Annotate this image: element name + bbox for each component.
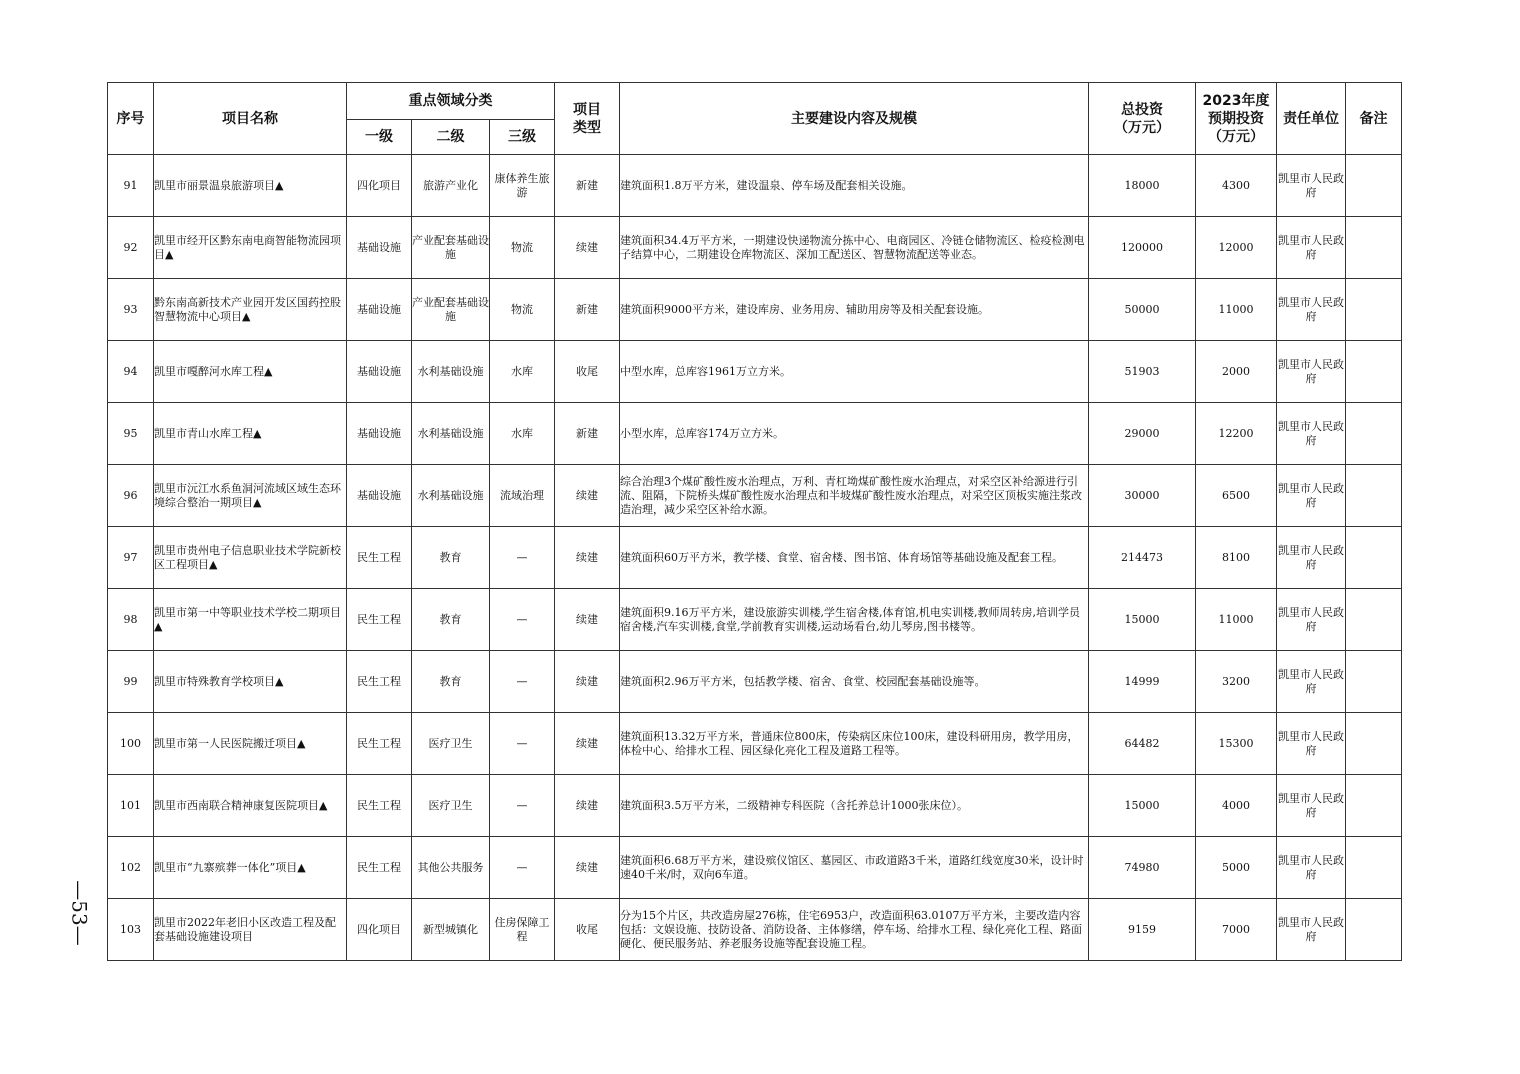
cell-name: 凯里市特殊教育学校项目▲ bbox=[154, 651, 347, 713]
cell-annual: 11000 bbox=[1196, 589, 1277, 651]
cell-name: 凯里市第一中等职业技术学校二期项目▲ bbox=[154, 589, 347, 651]
table-row bbox=[108, 837, 1402, 899]
cell-remark bbox=[1346, 837, 1402, 899]
cell-content: 建筑面积60万平方米，教学楼、食堂、宿舍楼、图书馆、体育场馆等基础设施及配套工程。 bbox=[620, 527, 1089, 589]
table-row bbox=[108, 465, 1402, 527]
cell-remark bbox=[1346, 155, 1402, 217]
header-category: 重点领域分类 bbox=[347, 83, 555, 120]
cell-l1: 民生工程 bbox=[347, 527, 412, 589]
cell-l2: 水利基础设施 bbox=[412, 341, 490, 403]
cell-name: 凯里市西南联合精神康复医院项目▲ bbox=[154, 775, 347, 837]
cell-total: 51903 bbox=[1089, 341, 1196, 403]
cell-unit: 凯里市人民政府 bbox=[1277, 527, 1346, 589]
cell-l3: — bbox=[490, 713, 555, 775]
table-row bbox=[108, 155, 1402, 217]
header-total: 总投资（万元） bbox=[1089, 83, 1196, 155]
cell-unit: 凯里市人民政府 bbox=[1277, 279, 1346, 341]
cell-seq: 102 bbox=[108, 837, 154, 899]
cell-name: 凯里市青山水库工程▲ bbox=[154, 403, 347, 465]
cell-annual: 12200 bbox=[1196, 403, 1277, 465]
cell-unit: 凯里市人民政府 bbox=[1277, 341, 1346, 403]
cell-type: 续建 bbox=[555, 713, 620, 775]
cell-annual: 8100 bbox=[1196, 527, 1277, 589]
cell-type: 收尾 bbox=[555, 899, 620, 961]
cell-l1: 民生工程 bbox=[347, 651, 412, 713]
cell-name: 凯里市贵州电子信息职业技术学院新校区工程项目▲ bbox=[154, 527, 347, 589]
cell-content: 建筑面积34.4万平方米，一期建设快递物流分拣中心、电商园区、冷链仓储物流区、检疫检测电子结算中心，二期建设仓库物流区、深加工配送区、智慧物流配送等业态。 bbox=[620, 217, 1089, 279]
page-number bbox=[62, 868, 98, 958]
cell-l2: 产业配套基础设施 bbox=[412, 279, 490, 341]
table-row bbox=[108, 775, 1402, 837]
header-content: 主要建设内容及规模 bbox=[620, 83, 1089, 155]
cell-total: 18000 bbox=[1089, 155, 1196, 217]
cell-unit: 凯里市人民政府 bbox=[1277, 775, 1346, 837]
cell-l2: 教育 bbox=[412, 651, 490, 713]
header-annual: 2023年度预期投资（万元） bbox=[1196, 83, 1277, 155]
table-body bbox=[108, 155, 1402, 961]
cell-annual: 7000 bbox=[1196, 899, 1277, 961]
cell-annual: 2000 bbox=[1196, 341, 1277, 403]
cell-l1: 民生工程 bbox=[347, 589, 412, 651]
cell-total: 14999 bbox=[1089, 651, 1196, 713]
cell-name: 凯里市经开区黔东南电商智能物流园项目▲ bbox=[154, 217, 347, 279]
cell-l2: 新型城镇化 bbox=[412, 899, 490, 961]
cell-l2: 医疗卫生 bbox=[412, 713, 490, 775]
cell-seq: 96 bbox=[108, 465, 154, 527]
cell-content: 建筑面积9.16万平方米，建设旅游实训楼,学生宿舍楼,体育馆,机电实训楼,教师周转房,培训学员宿舍楼,汽车实训楼,食堂,学前教育实训楼,运动场看台,幼儿琴房,图书楼等。 bbox=[620, 589, 1089, 651]
page-number-text: —53— bbox=[68, 880, 93, 946]
cell-content: 建筑面积9000平方米，建设库房、业务用房、辅助用房等及相关配套设施。 bbox=[620, 279, 1089, 341]
cell-total: 214473 bbox=[1089, 527, 1196, 589]
cell-type: 续建 bbox=[555, 651, 620, 713]
header-level1: 一级 bbox=[347, 120, 412, 155]
cell-unit: 凯里市人民政府 bbox=[1277, 403, 1346, 465]
cell-annual: 12000 bbox=[1196, 217, 1277, 279]
cell-remark bbox=[1346, 403, 1402, 465]
cell-name: 凯里市2022年老旧小区改造工程及配套基础设施建设项目 bbox=[154, 899, 347, 961]
cell-seq: 103 bbox=[108, 899, 154, 961]
cell-l1: 基础设施 bbox=[347, 465, 412, 527]
cell-type: 新建 bbox=[555, 155, 620, 217]
cell-unit: 凯里市人民政府 bbox=[1277, 589, 1346, 651]
cell-annual: 6500 bbox=[1196, 465, 1277, 527]
cell-type: 续建 bbox=[555, 465, 620, 527]
cell-type: 续建 bbox=[555, 589, 620, 651]
cell-seq: 101 bbox=[108, 775, 154, 837]
cell-l1: 基础设施 bbox=[347, 341, 412, 403]
cell-seq: 97 bbox=[108, 527, 154, 589]
table-row bbox=[108, 279, 1402, 341]
cell-l3: 水库 bbox=[490, 403, 555, 465]
cell-l2: 教育 bbox=[412, 589, 490, 651]
cell-l1: 基础设施 bbox=[347, 279, 412, 341]
cell-annual: 4300 bbox=[1196, 155, 1277, 217]
cell-content: 分为15个片区，共改造房屋276栋，住宅6953户，改造面积63.0107万平方米，主要改造内容包括：文娱设施、技防设备、消防设备、主体修缮，停车场、给排水工程、绿化亮化工程、路面硬化、便民服务站、养老服务设施等配套设施工程。 bbox=[620, 899, 1089, 961]
cell-l3: — bbox=[490, 651, 555, 713]
cell-total: 120000 bbox=[1089, 217, 1196, 279]
cell-seq: 99 bbox=[108, 651, 154, 713]
cell-l1: 民生工程 bbox=[347, 837, 412, 899]
cell-content: 建筑面积2.96万平方米，包括教学楼、宿舍、食堂、校园配套基础设施等。 bbox=[620, 651, 1089, 713]
table-row bbox=[108, 589, 1402, 651]
table-row bbox=[108, 217, 1402, 279]
cell-content: 建筑面积6.68万平方米，建设殡仪馆区、墓园区、市政道路3千米，道路红线宽度30米，设计时速40千米/时，双向6车道。 bbox=[620, 837, 1089, 899]
cell-unit: 凯里市人民政府 bbox=[1277, 155, 1346, 217]
cell-remark bbox=[1346, 341, 1402, 403]
cell-l3: — bbox=[490, 775, 555, 837]
cell-type: 续建 bbox=[555, 775, 620, 837]
table-row bbox=[108, 527, 1402, 589]
cell-total: 9159 bbox=[1089, 899, 1196, 961]
cell-l3: 康体养生旅游 bbox=[490, 155, 555, 217]
cell-annual: 15300 bbox=[1196, 713, 1277, 775]
header-seq: 序号 bbox=[108, 83, 154, 155]
cell-total: 64482 bbox=[1089, 713, 1196, 775]
table-row bbox=[108, 403, 1402, 465]
cell-l3: 住房保障工程 bbox=[490, 899, 555, 961]
cell-l2: 教育 bbox=[412, 527, 490, 589]
cell-name: 凯里市嘎醉河水库工程▲ bbox=[154, 341, 347, 403]
cell-unit: 凯里市人民政府 bbox=[1277, 713, 1346, 775]
header-remark: 备注 bbox=[1346, 83, 1402, 155]
cell-name: 凯里市第一人民医院搬迁项目▲ bbox=[154, 713, 347, 775]
cell-l2: 医疗卫生 bbox=[412, 775, 490, 837]
cell-unit: 凯里市人民政府 bbox=[1277, 899, 1346, 961]
cell-remark bbox=[1346, 589, 1402, 651]
cell-content: 建筑面积3.5万平方米，二级精神专科医院（含托养总计1000张床位）。 bbox=[620, 775, 1089, 837]
cell-type: 新建 bbox=[555, 403, 620, 465]
cell-content: 综合治理3个煤矿酸性废水治理点，万利、青杠坳煤矿酸性废水治理点，对采空区补给源进行引流、阻隔，下院桥头煤矿酸性废水治理点和半坡煤矿酸性废水治理点，对采空区顶板实施注浆改造治理，减少采空区补给水源。 bbox=[620, 465, 1089, 527]
cell-remark bbox=[1346, 465, 1402, 527]
cell-remark bbox=[1346, 217, 1402, 279]
cell-type: 续建 bbox=[555, 527, 620, 589]
cell-total: 29000 bbox=[1089, 403, 1196, 465]
cell-unit: 凯里市人民政府 bbox=[1277, 465, 1346, 527]
cell-remark bbox=[1346, 651, 1402, 713]
cell-seq: 91 bbox=[108, 155, 154, 217]
cell-type: 新建 bbox=[555, 279, 620, 341]
cell-remark bbox=[1346, 899, 1402, 961]
header-level3: 三级 bbox=[490, 120, 555, 155]
cell-total: 74980 bbox=[1089, 837, 1196, 899]
cell-l2: 其他公共服务 bbox=[412, 837, 490, 899]
cell-l2: 水利基础设施 bbox=[412, 403, 490, 465]
table-row bbox=[108, 341, 1402, 403]
cell-name: 凯里市丽景温泉旅游项目▲ bbox=[154, 155, 347, 217]
cell-type: 收尾 bbox=[555, 341, 620, 403]
cell-seq: 94 bbox=[108, 341, 154, 403]
header-level2: 二级 bbox=[412, 120, 490, 155]
cell-name: 凯里市“九寨殡葬一体化”项目▲ bbox=[154, 837, 347, 899]
cell-content: 小型水库，总库容174万立方米。 bbox=[620, 403, 1089, 465]
cell-total: 15000 bbox=[1089, 775, 1196, 837]
cell-remark bbox=[1346, 713, 1402, 775]
cell-l1: 基础设施 bbox=[347, 217, 412, 279]
projects-table bbox=[107, 82, 1402, 961]
cell-seq: 93 bbox=[108, 279, 154, 341]
table-row bbox=[108, 651, 1402, 713]
cell-remark bbox=[1346, 279, 1402, 341]
cell-seq: 98 bbox=[108, 589, 154, 651]
cell-l1: 民生工程 bbox=[347, 775, 412, 837]
table-row bbox=[108, 713, 1402, 775]
cell-seq: 95 bbox=[108, 403, 154, 465]
cell-l1: 基础设施 bbox=[347, 403, 412, 465]
cell-l1: 四化项目 bbox=[347, 155, 412, 217]
cell-unit: 凯里市人民政府 bbox=[1277, 837, 1346, 899]
table-row bbox=[108, 899, 1402, 961]
cell-l3: 流域治理 bbox=[490, 465, 555, 527]
cell-l3: — bbox=[490, 837, 555, 899]
cell-content: 中型水库，总库容1961万立方米。 bbox=[620, 341, 1089, 403]
header-type: 项目类型 bbox=[555, 83, 620, 155]
cell-name: 黔东南高新技术产业园开发区国药控股智慧物流中心项目▲ bbox=[154, 279, 347, 341]
cell-annual: 11000 bbox=[1196, 279, 1277, 341]
cell-annual: 5000 bbox=[1196, 837, 1277, 899]
cell-annual: 4000 bbox=[1196, 775, 1277, 837]
cell-seq: 92 bbox=[108, 217, 154, 279]
header-name: 项目名称 bbox=[154, 83, 347, 155]
cell-l3: 水库 bbox=[490, 341, 555, 403]
cell-l3: 物流 bbox=[490, 279, 555, 341]
cell-l3: — bbox=[490, 589, 555, 651]
cell-total: 15000 bbox=[1089, 589, 1196, 651]
cell-type: 续建 bbox=[555, 217, 620, 279]
cell-name: 凯里市沅江水系鱼洞河流域区域生态环境综合整治一期项目▲ bbox=[154, 465, 347, 527]
cell-l3: 物流 bbox=[490, 217, 555, 279]
cell-content: 建筑面积13.32万平方米，普通床位800床，传染病区床位100床，建设科研用房，教学用房，体检中心、给排水工程、园区绿化亮化工程及道路工程等。 bbox=[620, 713, 1089, 775]
cell-seq: 100 bbox=[108, 713, 154, 775]
cell-l1: 民生工程 bbox=[347, 713, 412, 775]
cell-content: 建筑面积1.8万平方米，建设温泉、停车场及配套相关设施。 bbox=[620, 155, 1089, 217]
cell-l1: 四化项目 bbox=[347, 899, 412, 961]
cell-remark bbox=[1346, 527, 1402, 589]
cell-unit: 凯里市人民政府 bbox=[1277, 217, 1346, 279]
header-unit: 责任单位 bbox=[1277, 83, 1346, 155]
cell-l2: 旅游产业化 bbox=[412, 155, 490, 217]
cell-annual: 3200 bbox=[1196, 651, 1277, 713]
cell-remark bbox=[1346, 775, 1402, 837]
cell-total: 50000 bbox=[1089, 279, 1196, 341]
cell-unit: 凯里市人民政府 bbox=[1277, 651, 1346, 713]
cell-l3: — bbox=[490, 527, 555, 589]
cell-type: 续建 bbox=[555, 837, 620, 899]
cell-l2: 水利基础设施 bbox=[412, 465, 490, 527]
cell-l2: 产业配套基础设施 bbox=[412, 217, 490, 279]
cell-total: 30000 bbox=[1089, 465, 1196, 527]
